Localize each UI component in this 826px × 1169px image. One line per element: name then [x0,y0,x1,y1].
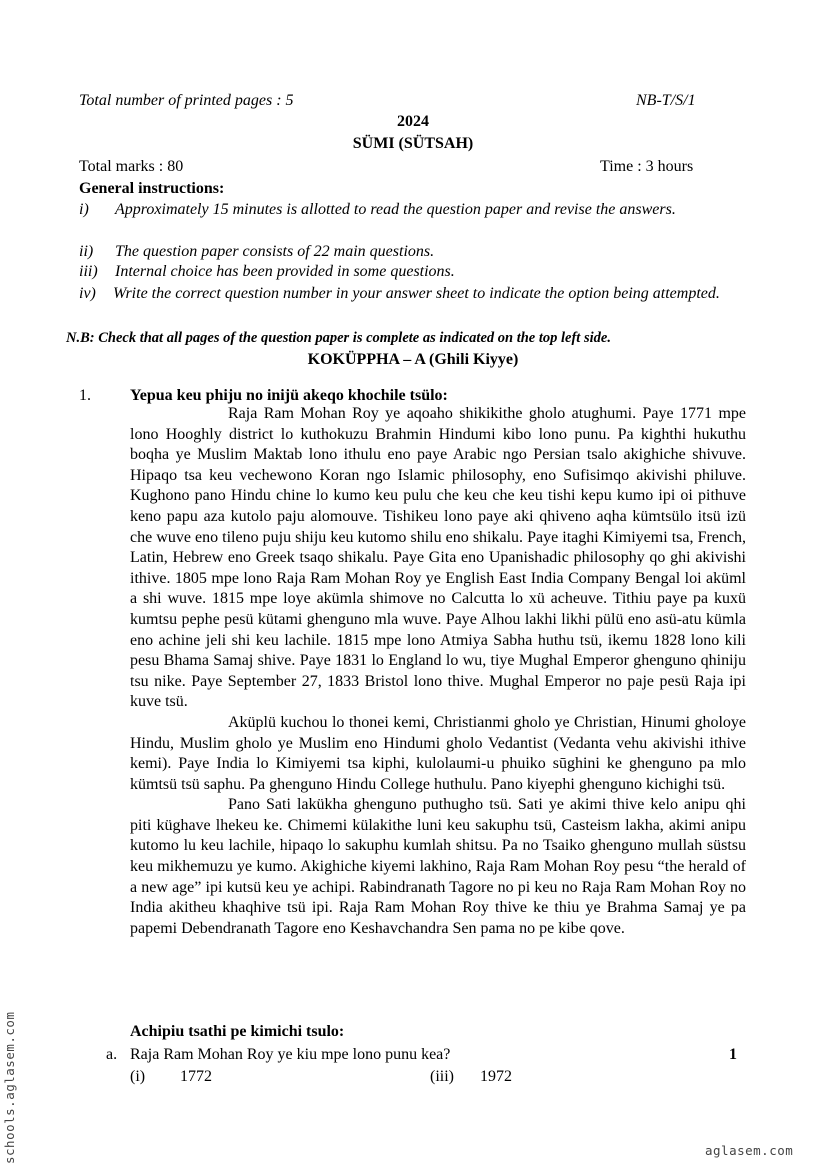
bottom-watermark: aglasem.com [705,1143,794,1158]
option-number: (i) [130,1068,146,1085]
instruction-number: ii) [79,243,94,260]
exam-time: Time : 3 hours [600,158,694,175]
passage-paragraph: Raja Ram Mohan Roy ye aqoaho shikikithe gholo atughumi. Paye 1771 mpe lono Hooghly district lo kuthokuzu Brahmin Hindumi kibo lono punu. Pa kighthi hukuthu boqha ye Muslim Maktab lono ithulu eno paye Arabic ngo Persian tsalo akighiche shivuve. Hipaqo tsa keu vechewono Koran ngo Islamic philosophy, eno Sufisimqo akivishi philuve. Kughono pano Hindu chine lo kumo keu pulu che keu che keu tishi kepu kumo ipi oi pithuve keno papu aza kutolo paju alomouve. Tishikeu lono paye aki qhiveno aqha kümtsülo itsü izü che wuve eno tileno puju shiju keu kutomo shilu eno shikalu. Paye itaghi Kimiyemi tsa, French, Latin, Hebrew eno Greek tsaqo shikalu. Paye Gita eno Upanishadic philosophy qo ghi akivishi ithive. 1805 mpe lono Raja Ram Mohan Roy ye English East India Company Bengal loi aküml a shi wuve. 1815 mpe loye akümla shimove no Calcutta lo xü acheuve. Tithiu paye pa kuxü kumtsu pephe pesü kütami ghenguno mla wuve. Paye Alhou lakhi likhi pülü eno asü-atu kümla eno achine jeli shi keu lachile. 1815 mpe lono Atmiya Sabha huthu tsü, ikemu 1828 lono kili pesu Bhama Samaj shive. Paye 1831 lo England lo wu, tiye Mughal Emperor ghenguno qhiniju tsu nike. Paye September 27, 1833 Bristol lono thive. Mughal Emperor no paje pesü Raja ipi kuve tsü. [130,405,746,711]
nb-note: N.B: Check that all pages of the question paper is complete as indicated on the top left side. [66,330,611,346]
instructions-title: General instructions: [79,180,225,197]
subject-title: SÜMI (SÜTSAH) [352,135,474,152]
question-number: 1. [79,387,91,404]
passage-paragraph: Aküplü kuchou lo thonei kemi, Christianmi gholo ye Christian, Hinumi gholoye Hindu, Muslim gholo ye Muslim eno Hindumi gholo Vedantist (Vedanta vehu akivishi ithive kemi). Paye India lo Kimiyemi tsa kiphi, kulolaumi-u phuiko sūghini ke ghenguno pa mlo kümtsü tsü saphu. Pa ghenguno Hindu College huthulu. Pano kiyephi ghenguno kichighi tsü. [130,713,746,793]
instruction-number: iii) [79,263,98,280]
instruction-text: Write the correct question number in your answer sheet to indicate the option being attempted. [113,285,720,302]
sub-question-mark: 1 [729,1046,737,1063]
exam-year: 2024 [397,113,429,130]
total-marks: Total marks : 80 [79,158,184,175]
section-heading: KOKÜPPHA – A (Ghili Kiyye) [307,351,519,368]
sub-question-text: Raja Ram Mohan Roy ye kiu mpe lono punu kea? [130,1046,451,1063]
instruction-item [79,283,729,325]
instruction-item [79,261,729,282]
instruction-number: iv) [79,285,96,302]
instruction-item [79,199,729,241]
instruction-number: i) [79,201,89,218]
instruction-text: Approximately 15 minutes is allotted to read the question paper and revise the answers. [115,201,676,218]
paper-code: NB-T/S/1 [636,92,696,109]
option-number: (iii) [430,1068,454,1085]
printed-pages-note: Total number of printed pages : 5 [79,92,294,109]
instruction-text: Internal choice has been provided in some questions. [115,263,455,280]
side-watermark: schools.aglasem.com [2,1011,17,1164]
question-title: Yepua keu phiju no inijü akeqo khochile tsülo: [130,387,448,404]
option-value: 1772 [180,1068,212,1085]
passage [130,404,746,939]
sub-question-label: a. [106,1046,118,1063]
option-value: 1972 [480,1068,512,1085]
instruction-text: The question paper consists of 22 main questions. [115,243,435,260]
answers-title: Achipiu tsathi pe kimichi tsulo: [130,1023,345,1040]
passage-paragraph: Pano Sati lakükha ghenguno puthugho tsü. Sati ye akimi thive kelo anipu qhi piti küghave lhekeu ke. Chimemi külakithe luni keu sakuphu tsü, Casteism lakha, akimi anipu kutomo lu keu lachile, hipaqo lo sakuphu kumlah shitsu. Pa no Tsaiko ghenguno mullah süstsu keu mikhemuzu ye kumo. Akighiche kiyemi lakhino, Raja Ram Mohan Roy pesu “the herald of a new age” ipi kutsü keu ye achipi. Rabindranath Tagore no pi keu no Raja Ram Mohan Roy no India akitheu khaqhive tsü ipi. Raja Ram Mohan Roy thive ke thiu ye Brahma Samaj ye pa papemi Debendranath Tagore eno Keshavchandra Sen pama no pe kibe qove. [130,796,746,937]
instruction-item [79,241,729,262]
